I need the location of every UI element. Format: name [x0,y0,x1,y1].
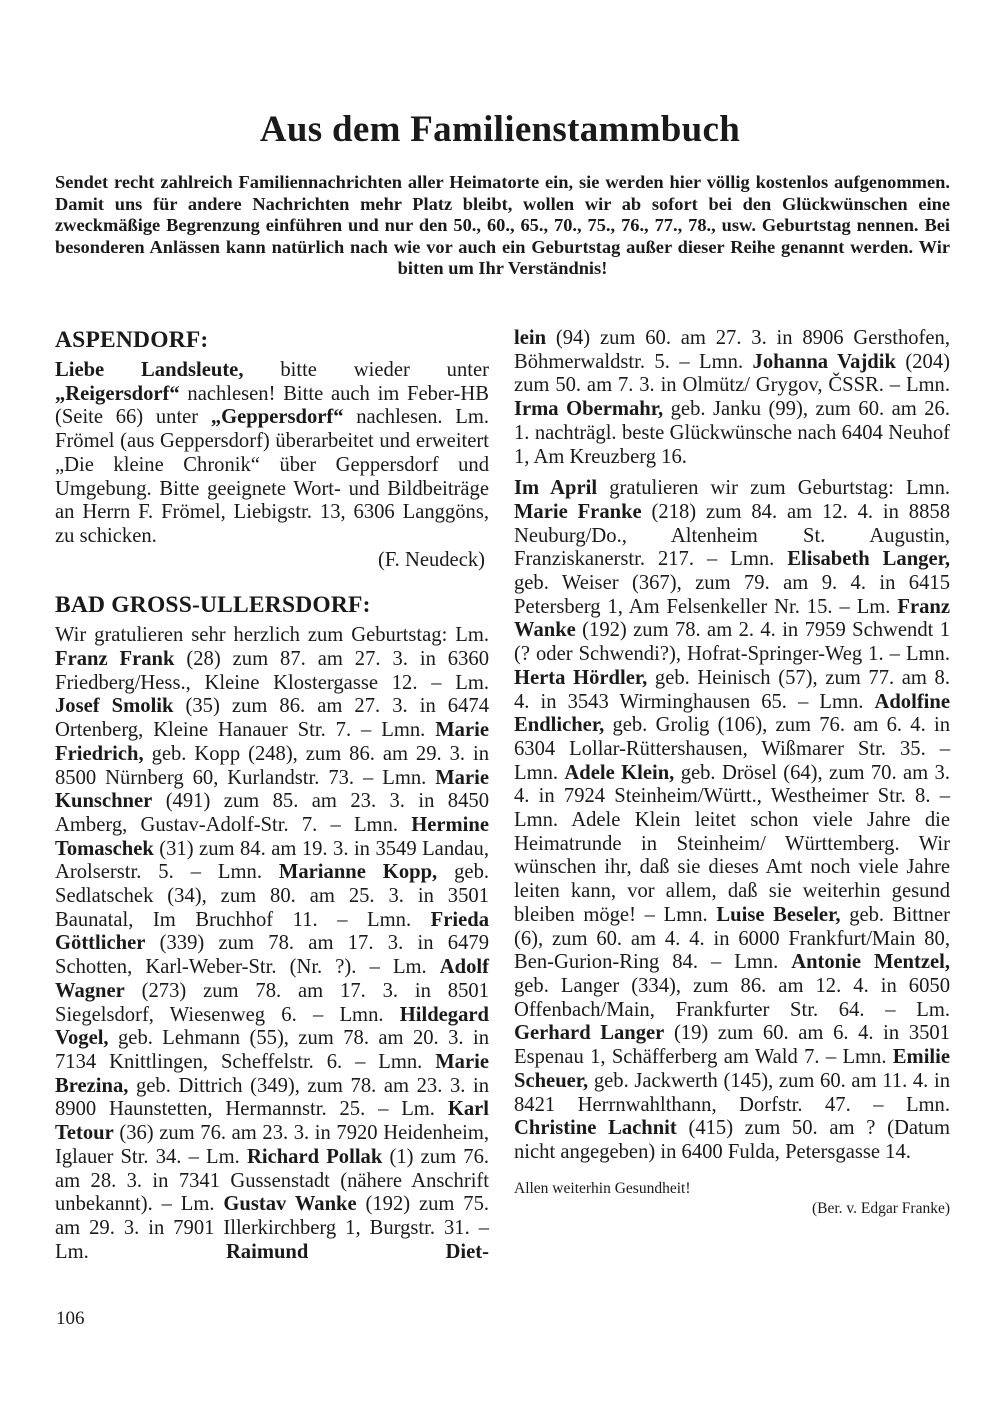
bold-name: „Reigersdorf“ [55,382,180,405]
bold-name: Luise Beseler, [716,903,841,926]
text-run: (273) zum 78. am 17. 3. in 8501 Siegelsdorf, Wiesenweg 6. – Lmn. [55,979,489,1026]
text-run: geb. Janku (99), zum 60. am 26. 1. nachträgl. beste Glückwünsche nach 6404 Neuhof 1, Am Kreuzberg 16. [514,398,951,468]
bold-name: Marianne Kopp, [278,861,438,884]
left-column [55,325,489,1264]
bold-name: Im April [514,477,598,500]
text-run: geb. Heinisch (57), zum 77. am 8. 4. in 3543 Wirminghausen 65. – Lmn. [514,666,951,713]
bold-name: Raimund Diet- [225,1240,489,1263]
text-run: (19) zum 60. am 6. 4. in 3501 Espenau 1, Schäfferberg am Wald 7. – Lmn. [514,1022,951,1069]
text-run: nachlesen! Bitte auch im Feber-HB (Seite 66) unter [55,382,489,429]
bold-name: Marie Kunschner [55,766,489,813]
text-run: (491) zum 85. am 23. 3. in 8450 Amberg, Gustav-Adolf-Str. 7. – Lmn. [55,790,489,836]
intro-paragraph: Sendet recht zahlreich Familiennachrichten aller Heimatorte ein, sie werden hier völlig kostenlos aufgenommen. Damit uns für andere Nachrichten mehr Platz bleibt, wollen wir ab sofort bei den Glückwünschen eine zweckmäßige Begrenzung einführen und nur den 50., 60., 65., 70., 75., 76., 77., 78., usw. Geburtstag nennen. Bei besonderen Anlässen kann natürlich nach wie vor auch ein Geburtstag außer dieser Reihe genannt werden. Wir bitten um Ihr Verständnis! [55,172,950,279]
text-run: geb. Jackwerth (145), zum 60. am 11. 4. in 8421 Herrnwahlthann, Dorfstr. 47. – Lmn. [514,1069,950,1116]
text-run: (94) zum 60. am 27. 3. in 8906 Gersthofen, Böhmerwaldstr. 5. – Lmn. [514,327,950,373]
bold-name: Frieda Göttlicher [55,908,489,955]
bold-name: Marie Friedrich, [55,719,489,765]
text-run: (339) zum 78. am 17. 3. in 6479 Schotten, Karl-Weber-Str. (Nr. ?). – Lm. [55,932,489,979]
section-heading-aspendorf: ASPENDORF: [55,327,209,353]
ullersdorf-paragraph-left [55,624,489,1264]
text-run: (36) zum 76. am 23. 3. in 7920 Heidenheim, Iglauer Str. 34. – Lm. [55,1122,489,1168]
bold-name: Gustav Wanke [223,1193,357,1216]
right-column [514,327,950,1219]
bold-name: Irma Obermahr, [514,398,664,421]
bold-name: Karl Tetour [55,1098,489,1145]
text-run: geb. Drösel (64), zum 70. am 3. 4. in 7924 Steinheim/Württ., Westheimer Str. 8. – Lmn. Adele Klein leitet schon viele Jahre die Heimatrunde in Steinheim/ Württemberg. Wir wünschen ihr, daß sie dieses Amt noch viele Jahre leiten kann, vor allem, daß sie weiterhin gesund bleiben möge! – Lmn. [514,761,950,926]
april-paragraph [514,477,950,1164]
text-run: (31) zum 84. am 19. 3. in 3549 Landau, Arolserstr. 5. – Lmn. [55,837,489,884]
text-run: bitte wieder unter [243,359,489,381]
bold-name: Adolfine Endlicher, [514,690,950,737]
aspendorf-paragraph [55,359,489,549]
text-run: (28) zum 87. am 27. 3. in 6360 Friedberg/Hess., Kleine Klostergasse 12. – Lm. [55,648,489,694]
bold-name: Josef Smolik [55,695,174,718]
text-run: geb. Weiser (367), zum 79. am 9. 4. in 6415 Petersberg 1, Am Felsenkeller Nr. 15. – Lm. [514,572,950,618]
text-run: (204) zum 50. am 7. 3. in Olmütz/ Grygov, ČSSR. – Lmn. [514,350,950,397]
text-run: geb. Lehmann (55), zum 78. am 20. 3. in 7134 Knittlingen, Scheffelstr. 6. – Lmn. [55,1027,489,1073]
bold-name: lein [514,327,547,349]
bold-name: „Geppersdorf“ [210,406,344,429]
text-run: (218) zum 84. am 12. 4. in 8858 Neuburg/Do., Altenheim St. Augustin, Franziskanerstr. 217. – Lmn. [514,500,950,571]
page-number: 106 [56,1308,85,1329]
text-run: nachlesen. Lm. Frömel (aus Geppersdorf) überarbeitet und erweitert „Die kleine Chronik“ über Geppersdorf und Umgebung. Bitte geeignete Wort- und Bildbeiträge an Herrn F. Frömel, Liebigstr. 13, 6306 Langgöns, zu schicken. [55,406,489,547]
bold-name: Antonie Mentzel, [791,951,950,974]
text-run: (192) zum 75. am 29. 3. in 7901 Illerkirchberg 1, Burgstr. 31. – Lm. [55,1193,490,1263]
bold-name: Liebe Landsleute, [55,359,244,381]
bold-name: Franz Wanke [514,595,950,642]
text-run: geb. Kopp (248), zum 86. am 29. 3. in 8500 Nürnberg 60, Kurlandstr. 73. – Lmn. [55,742,489,789]
report-signature: (Ber. v. Edgar Franke) [811,1199,950,1217]
aspendorf-signature: (F. Neudeck) [377,548,485,571]
text-run: geb. Bittner (6), zum 60. am 4. 4. in 6000 Frankfurt/Main 80, Ben-Gurion-Ring 84. – Lmn. [514,903,950,974]
bold-name: Elisabeth Langer, [787,548,950,571]
section-heading-bad-gross-ullersdorf: BAD GROSS-ULLERSDORF: [55,592,371,619]
bold-name: Adolf Wagner [55,956,489,1002]
text-run: geb. Langer (334), zum 86. am 12. 4. in 6050 Offenbach/Main, Frankfurter Str. 64. – Lm. [514,974,950,1021]
bold-name: Franz Frank [55,648,175,671]
bold-name: Gerhard Langer [514,1022,665,1045]
ullersdorf-paragraph-right [514,327,950,469]
bold-name: Emilie Scheuer, [514,1046,950,1092]
page-title: Aus dem Familienstammbuch [259,109,741,150]
closing-text: Allen weiterhin Gesundheit! [514,1179,691,1197]
text-run: (192) zum 78. am 2. 4. in 7959 Schwendt 1 (? oder Schwendi?), Hofrat-Springer-Weg 1. – Lmn. [514,619,950,666]
text-run: (1) zum 76. am 28. 3. in 7341 Gussenstadt (nähere Anschrift unbekannt). – Lm. [55,1145,490,1216]
bold-name: Marie Franke [514,500,642,523]
bold-name: Herta Hördler, [514,666,648,689]
bold-name: Adele Klein, [564,761,675,784]
bold-name: Hildegard Vogel, [55,1003,489,1050]
text-run: (415) zum 50. am ? (Datum nicht angegeben) in 6400 Fulda, Petersgasse 14. [514,1117,951,1163]
text-run: geb. Sedlatschek (34), zum 80. am 25. 3. in 3501 Baunatal, Im Bruchhof 11. – Lmn. [55,861,490,931]
bold-name: Marie Brezina, [55,1050,489,1097]
text-run: Wir gratulieren sehr herzlich zum Geburtstag: Lm. [55,624,489,647]
text-run: gratulieren wir zum Geburtstag: Lmn. [597,477,951,500]
bold-name: Christine Lachnit [514,1117,677,1140]
text-run: (35) zum 86. am 27. 3. in 6474 Ortenberg, Kleine Hanauer Str. 7. – Lmn. [55,695,489,742]
bold-name: Hermine Tomaschek [55,813,489,860]
bold-name: Richard Pollak [246,1145,383,1168]
text-run: geb. Dittrich (349), zum 78. am 23. 3. in 8900 Haunstetten, Hermannstr. 25. – Lm. [55,1074,489,1121]
bold-name: Johanna Vajdik [752,350,896,373]
text-run: geb. Grolig (106), zum 76. am 6. 4. in 6304 Lollar-Rüttershausen, Wißmarer Str. 35. – Lmn. [514,714,950,784]
